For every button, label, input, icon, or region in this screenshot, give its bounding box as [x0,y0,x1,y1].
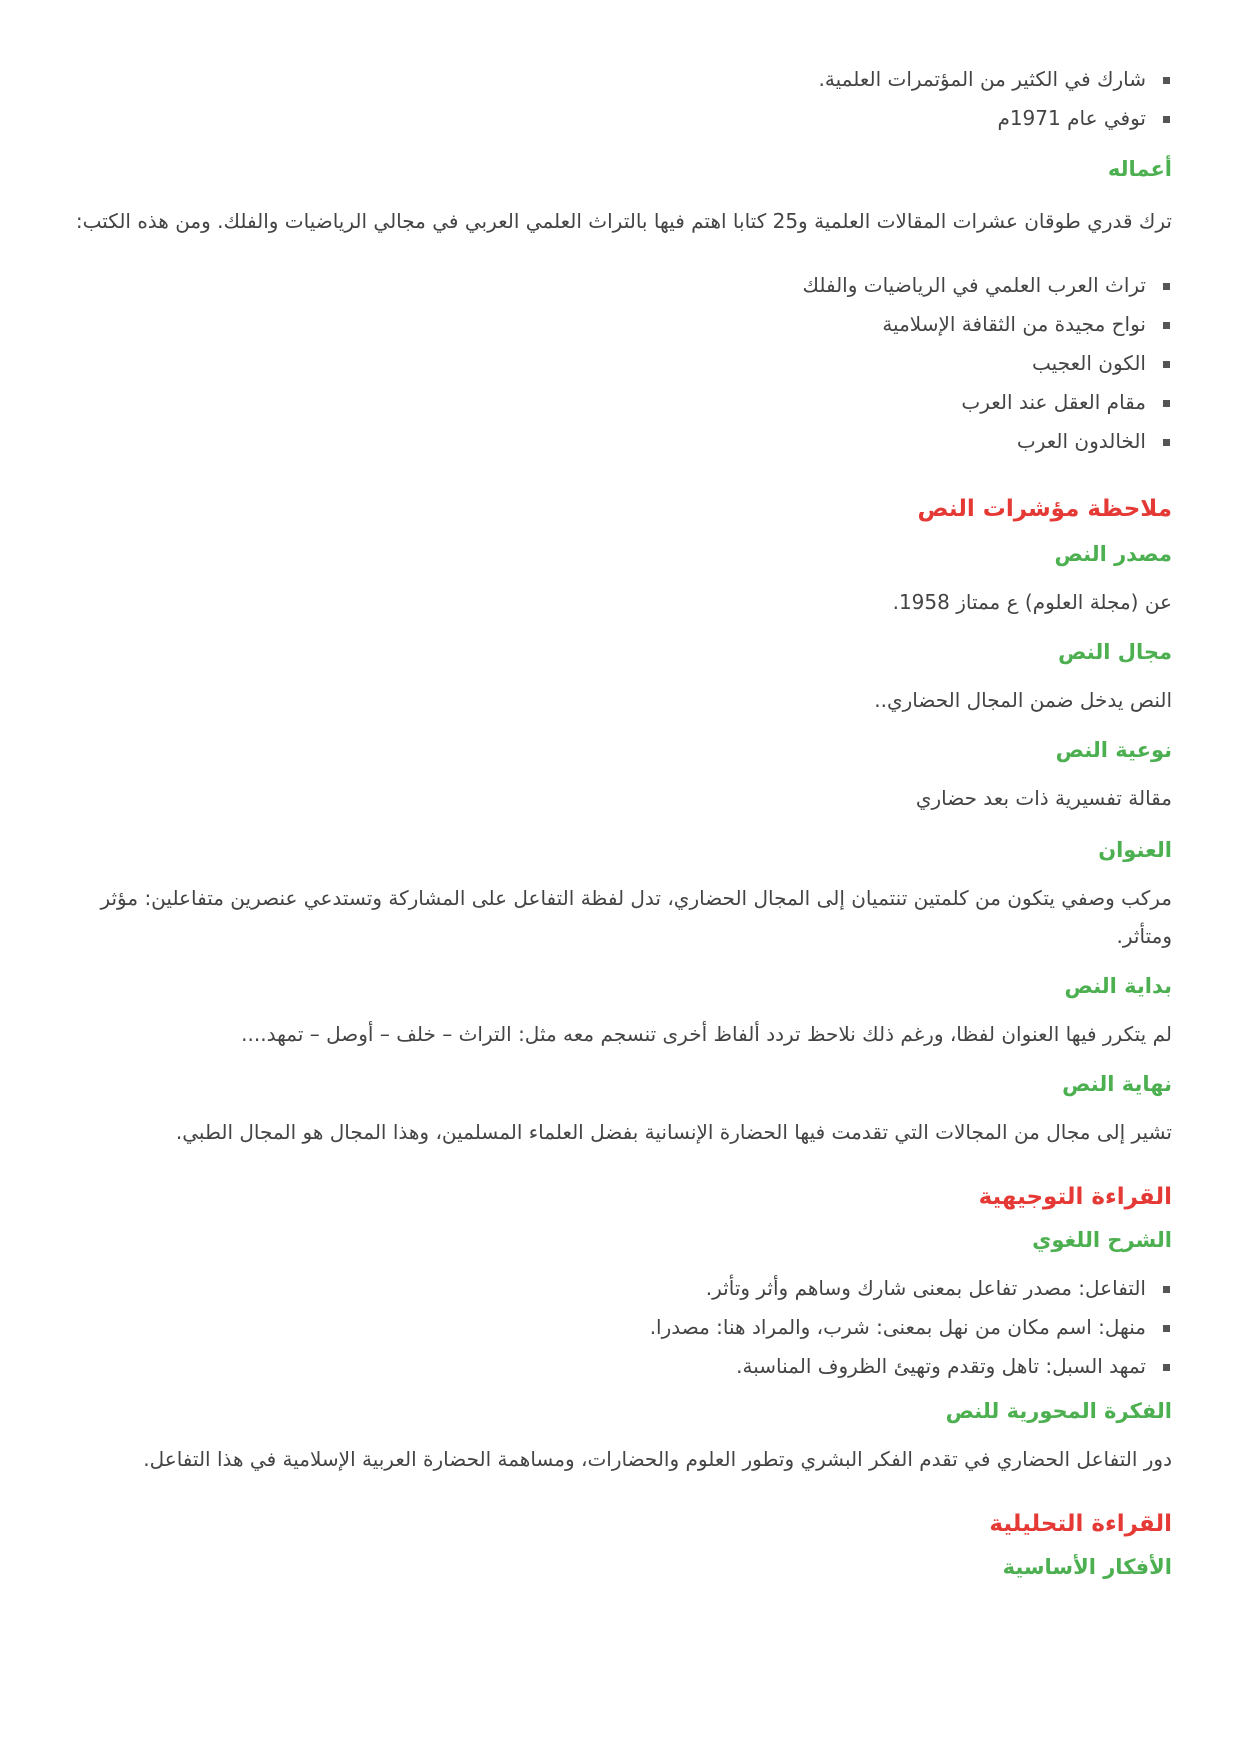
bullet-icon [1163,1286,1170,1293]
main-idea-text: دور التفاعل الحضاري في تقدم الفكر البشري وتطور العلوم والحضارات، ومساهمة الحضارة العربية الإسلامية في هذا التفاعل. [143,1447,1172,1471]
list-item: الخالدون العرب [70,422,1146,461]
list-item: منهل: اسم مكان من نهل بمعنى: شرب، والمراد هنا: مصدرا. [70,1308,1146,1347]
bullet-icon [1163,1364,1170,1371]
bullet-icon [1163,361,1170,368]
works-heading: أعماله [1107,157,1172,181]
bullet-icon [1163,400,1170,407]
lexical-heading: الشرح اللغوي [1032,1228,1172,1252]
end-heading: نهاية النص [1062,1072,1172,1096]
type-text: مقالة تفسيرية ذات بعد حضاري [915,786,1172,810]
title-text: مركب وصفي يتكون من كلمتين تنتميان إلى المجال الحضاري، تدل لفظة التفاعل على المشاركة وتستدعي عنصرين متفاعلين: مؤثر ومتأثر. [100,886,1172,948]
field-text: النص يدخل ضمن المجال الحضاري.. [874,688,1172,712]
bullet-icon [1163,116,1170,123]
list-item: تمهد السبل: تاهل وتقدم وتهيئ الظروف المناسبة. [70,1347,1146,1386]
end-text: تشير إلى مجال من المجالات التي تقدمت فيها الحضارة الإنسانية بفضل العلماء المسلمين، وهذا المجال هو المجال الطبي. [175,1120,1172,1144]
list-item: مقام العقل عند العرب [70,383,1146,422]
list-item: تراث العرب العلمي في الرياضيات والفلك [70,266,1146,305]
source-heading: مصدر النص [1054,542,1172,566]
bullet-icon [1163,283,1170,290]
list-item: توفي عام 1971م [70,99,1146,138]
list-item: نواح مجيدة من الثقافة الإسلامية [70,305,1146,344]
bullet-icon [1163,439,1170,446]
list-item: شارك في الكثير من المؤتمرات العلمية. [70,60,1146,99]
source-text: عن (مجلة العلوم) ع ممتاز 1958. [892,590,1172,614]
start-text: لم يتكرر فيها العنوان لفظا، ورغم ذلك نلاحظ تردد ألفاظ أخرى تنسجم معه مثل: التراث – خلف – أوصل – تمهد.... [241,1022,1172,1046]
bio-list [70,60,1172,138]
field-heading: مجال النص [1058,640,1172,664]
works-paragraph: ترك قدري طوقان عشرات المقالات العلمية و25 كتابا اهتم فيها بالتراث العلمي العربي في مجالي الرياضيات والفلك. ومن هذه الكتب: [75,209,1172,233]
start-heading: بداية النص [1064,974,1172,998]
bullet-icon [1163,77,1170,84]
analytical-reading-heading: القراءة التحليلية [989,1511,1172,1537]
title-heading: العنوان [1098,838,1172,862]
guided-reading-heading: القراءة التوجيهية [978,1184,1172,1210]
list-item: الكون العجيب [70,344,1146,383]
lexical-list [70,1269,1172,1386]
main-idea-heading: الفكرة المحورية للنص [945,1399,1172,1423]
type-heading: نوعية النص [1055,738,1172,762]
books-list [70,266,1172,461]
bullet-icon [1163,322,1170,329]
list-item: التفاعل: مصدر تفاعل بمعنى شارك وساهم وأثر وتأثر. [70,1269,1146,1308]
indicators-heading: ملاحظة مؤشرات النص [917,496,1172,522]
bullet-icon [1163,1325,1170,1332]
basic-ideas-heading: الأفكار الأساسية [1002,1555,1172,1579]
